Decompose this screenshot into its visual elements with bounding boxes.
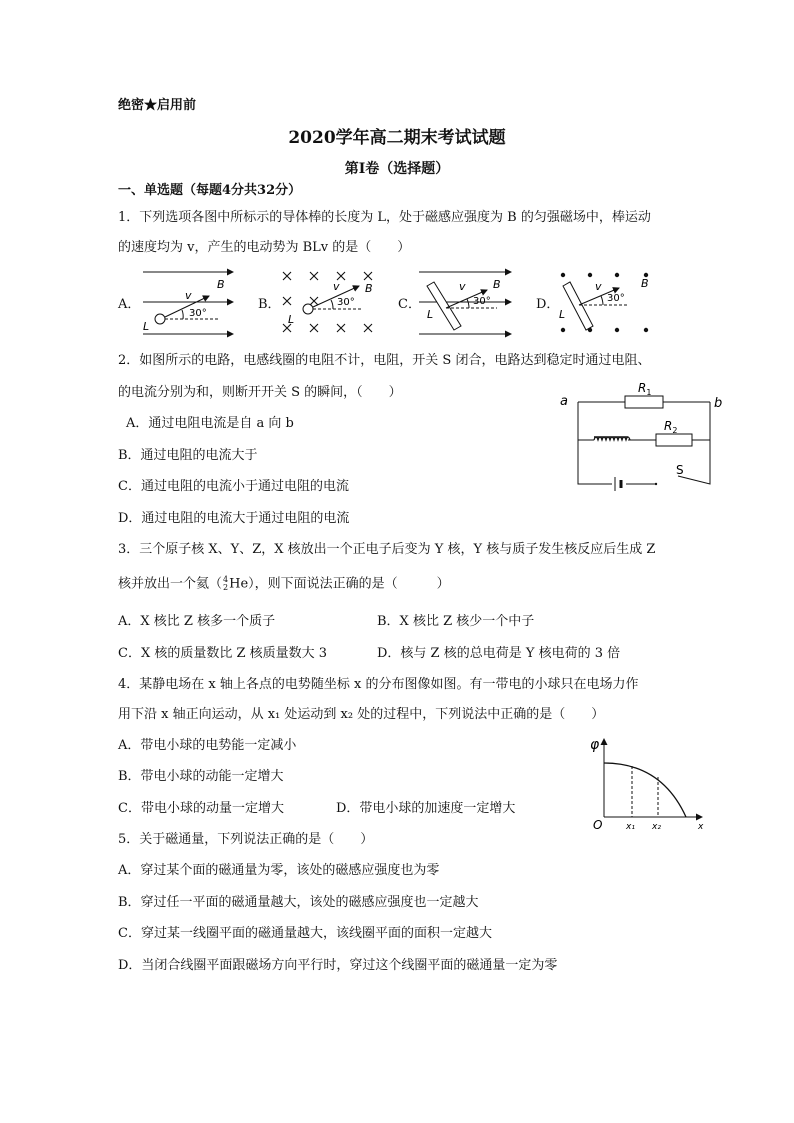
q3-option-a: A．X 核比 Z 核多一个质子: [118, 614, 276, 629]
origin-label: O: [593, 818, 603, 831]
conductor-end: [303, 304, 313, 314]
node-a-label: a: [560, 394, 568, 409]
x-axis-label: x: [698, 822, 704, 831]
q4-option-a: A．带电小球的电势能一定减小: [118, 738, 297, 753]
q1-figure-d: [557, 268, 657, 340]
label-angle: 30°: [189, 308, 207, 319]
label-angle: 30°: [473, 296, 491, 307]
switch-label: S: [676, 463, 684, 477]
q1-option-a-label: A．: [118, 297, 141, 312]
label-v: v: [595, 280, 602, 293]
q3-stem-line2: [118, 576, 450, 593]
q5-option-d: D．当闭合线圈平面跟磁场方向平行时，穿过这个线圈平面的磁通量一定为零: [118, 958, 558, 973]
q2-stem-line1: 2．如图所示的电路，电感线圈的电阻不计，电阻，开关 S 闭合，电路达到稳定时通过电阻、: [118, 353, 651, 368]
q3-option-d: D．核与 Z 核的总电荷是 Y 核电荷的 3 倍: [377, 646, 621, 661]
q1-stem-line1: 1．下列选项各图中所标示的导体棒的长度为 L，处于磁感应强度为 B 的匀强磁场中，棒运动: [118, 210, 651, 225]
q4-option-c: C．带电小球的动量一定增大: [118, 801, 284, 816]
q2-option-b: B．通过电阻的电流大于: [118, 448, 258, 463]
angle-arc: [467, 299, 469, 308]
q5-option-a: A．穿过某个面的磁通量为零，该处的磁感应强度也为零: [118, 863, 440, 878]
conductor-rod: [427, 282, 461, 330]
q5-option-b: B．穿过任一平面的磁通量越大，该处的磁感应强度也一定越大: [118, 895, 479, 910]
label-l: L: [559, 308, 566, 321]
q1-figure-b: [281, 268, 381, 340]
q5-stem: 5．关于磁通量，下列说法正确的是（ ）: [118, 832, 374, 847]
label-v: v: [333, 280, 340, 293]
q2-option-c: C．通过电阻的电流小于通过电阻的电流: [118, 479, 349, 494]
label-l: L: [288, 313, 295, 326]
angle-arc: [182, 310, 183, 319]
phi-label: φ: [590, 737, 600, 753]
x2-label: x₂: [652, 822, 661, 831]
resistor-r1: [625, 396, 663, 408]
conductor-end: [155, 314, 165, 324]
node-b-label: b: [714, 396, 723, 411]
switch-contact: [655, 483, 657, 485]
q5-option-c: C．穿过某一线圈平面的磁通量越大，该线圈平面的面积一定越大: [118, 926, 492, 941]
label-b: B: [641, 277, 649, 290]
angle-arc: [331, 300, 333, 309]
atomic-number: 2: [223, 583, 229, 592]
x1-label: x₁: [626, 822, 635, 831]
potential-curve: [604, 763, 686, 817]
field-cross-marks: [283, 272, 372, 332]
label-b: B: [493, 278, 501, 291]
conductor-rod: [563, 282, 593, 330]
q1-option-c-label: C．: [398, 297, 421, 312]
secret-label: 绝密★启用前: [118, 98, 197, 113]
r1-label: $R_1$: [638, 381, 652, 397]
label-b: B: [217, 278, 225, 291]
q1-figure-c: [419, 268, 514, 340]
q1-option-b-label: B．: [258, 297, 281, 312]
q4-option-d: D．带电小球的加速度一定增大: [336, 801, 516, 816]
helium-nuclide-symbol: [223, 576, 228, 592]
q4-stem-line1: 4．某静电场在 x 轴上各点的电势随坐标 x 的分布图像如图。有一带电的小球只在电场力作: [118, 677, 639, 692]
label-l: L: [143, 320, 150, 333]
mass-number: 4: [223, 575, 229, 584]
label-angle: 30°: [607, 293, 625, 304]
q3-stem-line1: 3．三个原子核 X、Y、Z，X 核放出一个正电子后变为 Y 核，Y 核与质子发生核反应后生成 Z: [118, 542, 656, 557]
q2-option-a: A．通过电阻电流是自 a 向 b: [126, 416, 294, 431]
label-b: B: [365, 282, 373, 295]
label-l: L: [427, 308, 434, 321]
q1-stem-line2: 的速度均为 v，产生的电动势为 BLv 的是（ ）: [118, 240, 411, 255]
q3-text-before-nuclide: 核并放出一个氦（: [118, 576, 223, 592]
volume-title: 第I卷（选择题）: [344, 161, 450, 177]
q3-text-after-nuclide: He），则下面说法正确的是（ ）: [229, 576, 450, 592]
q4-potential-graph: [588, 733, 710, 831]
q1-option-d-label: D．: [536, 297, 560, 312]
q4-option-b: B．带电小球的动能一定增大: [118, 769, 284, 784]
q3-option-c: C．X 核的质量数比 Z 核质量数大 3: [118, 646, 328, 661]
label-angle: 30°: [337, 297, 355, 308]
label-v: v: [459, 280, 466, 293]
label-v: v: [185, 289, 192, 302]
angle-arc: [601, 296, 603, 305]
q2-stem-line2: 的电流分别为和，则断开开关 S 的瞬间，（ ）: [118, 385, 402, 400]
q3-option-b: B．X 核比 Z 核少一个中子: [377, 614, 535, 629]
section-heading: 一、单选题（每题4分共32分）: [118, 183, 302, 198]
q2-option-d: D．通过电阻的电流大于通过电阻的电流: [118, 511, 350, 526]
q1-figure-a: [143, 268, 238, 340]
q4-stem-line2: 用下沿 x 轴正向运动，从 x₁ 处运动到 x₂ 处的过程中，下列说法中正确的是（ ）: [118, 707, 605, 722]
r2-label: $R_2$: [664, 419, 678, 435]
q2-circuit-figure: [560, 380, 728, 492]
page-title: 2020学年高二期末考试试题: [288, 128, 506, 148]
resistor-r2: [656, 434, 692, 446]
